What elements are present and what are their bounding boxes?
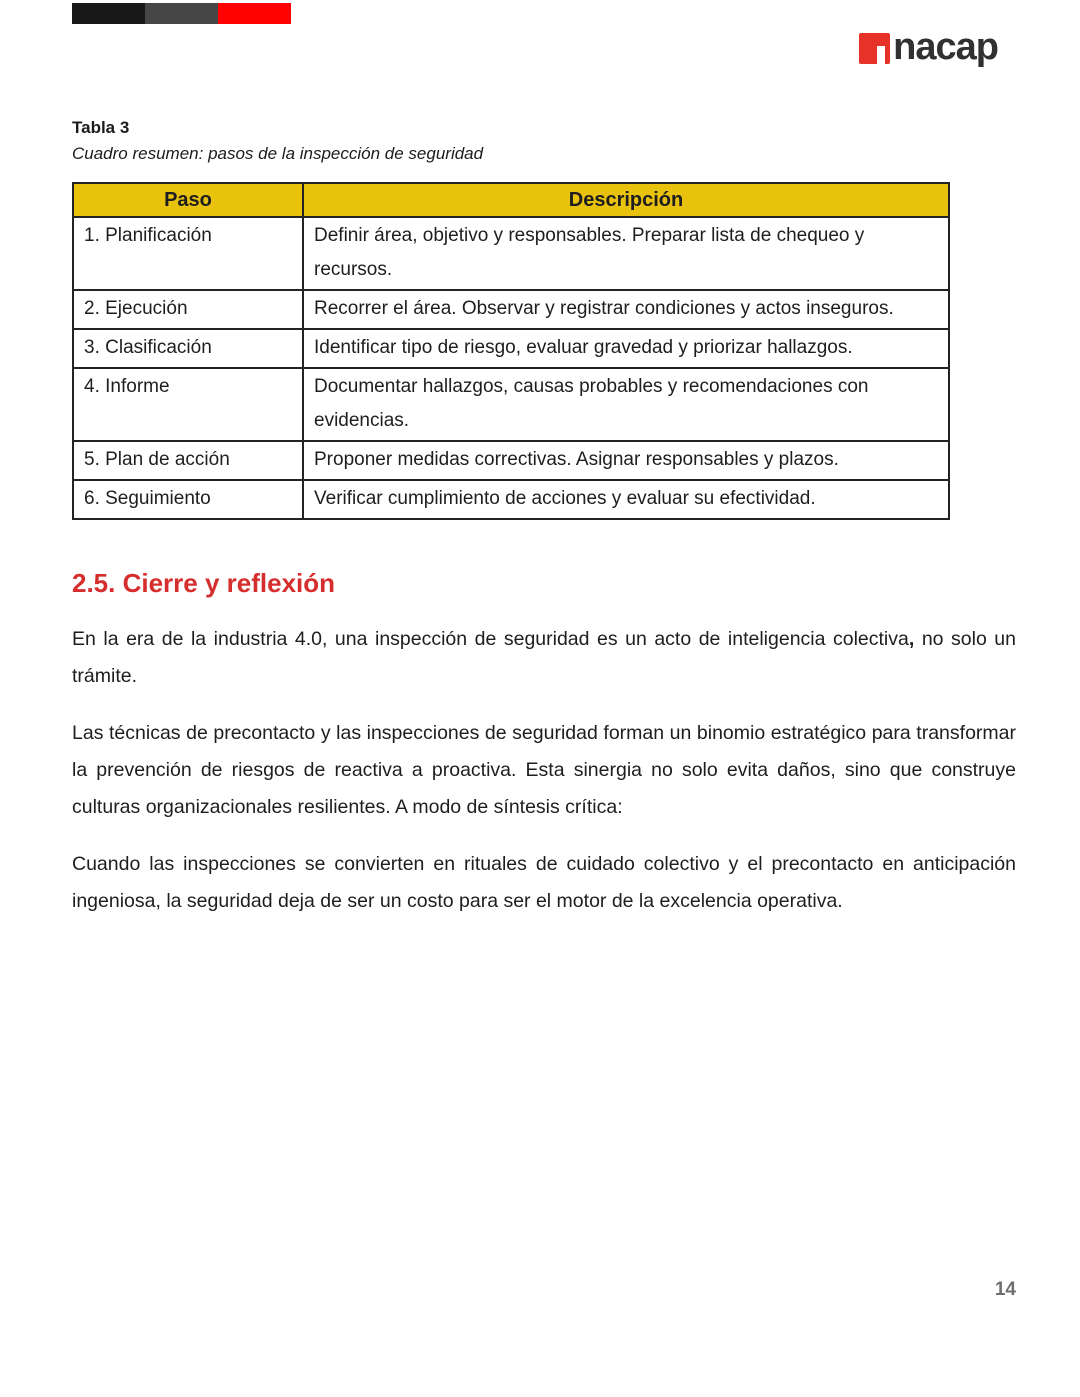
table-row <box>73 217 949 290</box>
header-color-bar <box>72 3 291 24</box>
table-caption: Cuadro resumen: pasos de la inspección de seguridad <box>72 144 484 163</box>
cell-paso: 2. Ejecución <box>73 290 303 329</box>
inacap-logo-icon <box>859 33 890 64</box>
column-header-descripcion: Descripción <box>303 183 949 217</box>
cell-descripcion: Documentar hallazgos, causas probables y recomendaciones con evidencias. <box>303 368 949 441</box>
table-row <box>73 290 949 329</box>
table-row <box>73 441 949 480</box>
paragraph-binomio: Las técnicas de precontacto y las inspecciones de seguridad forman un binomio estratégico para transformar la prevención de riesgos de reactiva a proactiva. Esta sinergia no solo evita daños, sino que construye culturas organizacionales resilientes. A modo de síntesis crítica: <box>72 722 1016 818</box>
bar-segment-black <box>72 3 145 24</box>
table-header-row <box>73 183 949 217</box>
cell-paso: 4. Informe <box>73 368 303 441</box>
cell-paso: 1. Planificación <box>73 217 303 290</box>
bar-segment-red <box>218 3 291 24</box>
inacap-logo-text: nacap <box>893 26 998 68</box>
cell-descripcion: Definir área, objetivo y responsables. Preparar lista de chequeo y recursos. <box>303 217 949 290</box>
cell-descripcion: Proponer medidas correctivas. Asignar responsables y plazos. <box>303 441 949 480</box>
document-content <box>72 118 1016 940</box>
cell-descripcion: Identificar tipo de riesgo, evaluar gravedad y priorizar hallazgos. <box>303 329 949 368</box>
bar-segment-gray <box>145 3 218 24</box>
paragraph-intro-bold-comma: , <box>908 628 915 650</box>
paragraph-intro-tail: no solo un trámite. <box>72 628 1017 687</box>
column-header-paso: Paso <box>73 183 303 217</box>
table-row <box>73 329 949 368</box>
table-row <box>73 368 949 441</box>
steps-table <box>72 182 950 520</box>
cell-paso: 5. Plan de acción <box>73 441 303 480</box>
paragraph-intro <box>72 621 1016 695</box>
cell-paso: 3. Clasificación <box>73 329 303 368</box>
cell-paso: 6. Seguimiento <box>73 480 303 519</box>
paragraph-intro-text: En la era de la industria 4.0, una inspección de seguridad es un acto de inteligencia colectiva <box>72 628 909 650</box>
page-number: 14 <box>994 1279 1016 1300</box>
section-heading: 2.5. Cierre y reflexión <box>72 568 336 598</box>
paragraph-sintesis: Cuando las inspecciones se convierten en rituales de cuidado colectivo y el precontacto en anticipación ingeniosa, la seguridad deja de ser un costo para ser el motor de la excelencia operativa. <box>72 853 1016 912</box>
cell-descripcion: Recorrer el área. Observar y registrar condiciones y actos inseguros. <box>303 290 949 329</box>
inacap-logo <box>859 28 998 66</box>
cell-descripcion: Verificar cumplimiento de acciones y evaluar su efectividad. <box>303 480 949 519</box>
table-label: Tabla 3 <box>72 118 130 137</box>
table-row <box>73 480 949 519</box>
inacap-logo-notch <box>877 46 884 64</box>
